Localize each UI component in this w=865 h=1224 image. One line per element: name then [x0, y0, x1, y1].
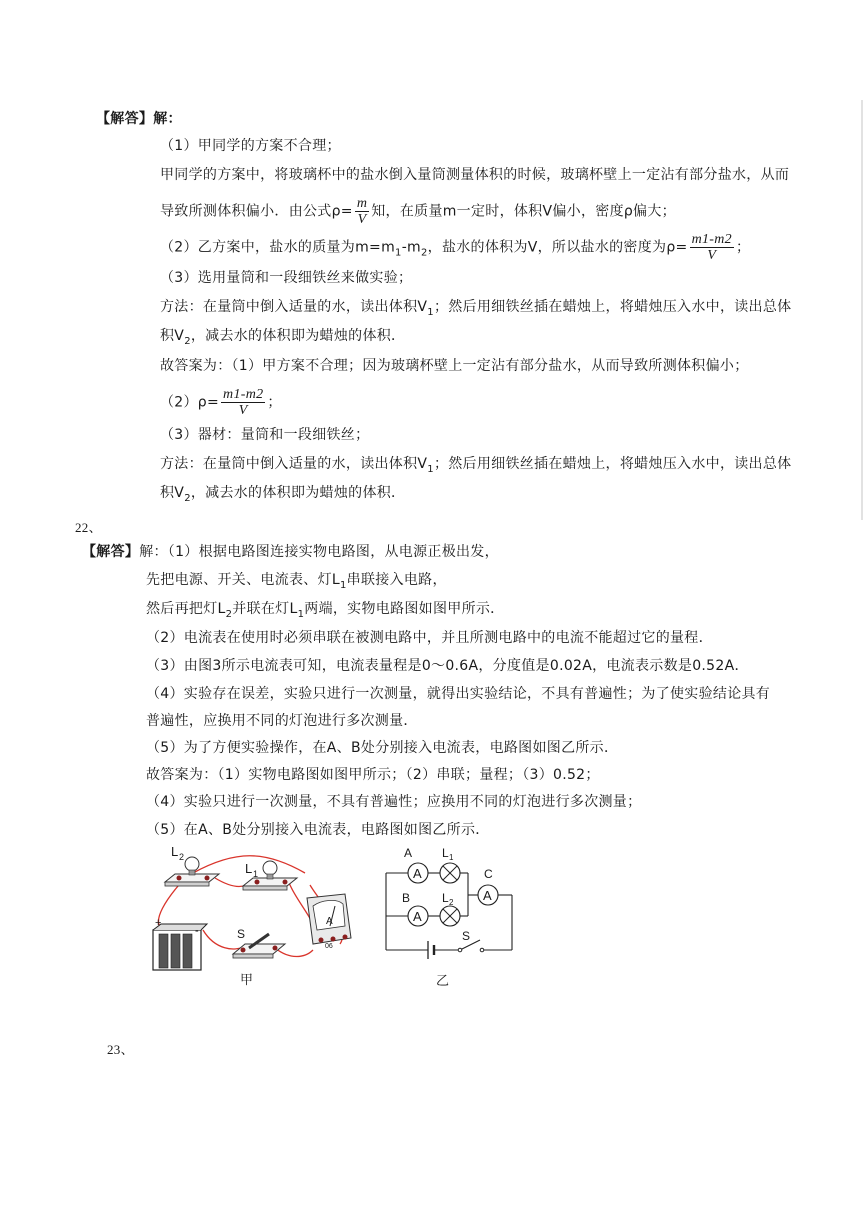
s21-line-4 — [160, 232, 750, 263]
s21-line-6-a: 方法：在量筒中倒入适量的水，读出体积V — [160, 299, 428, 315]
answer-intro: 解： — [153, 111, 182, 127]
s21-line-7-b: ，减去水的体积即为蜡烛的体积． — [190, 328, 406, 344]
density-fraction-1 — [355, 196, 369, 227]
subscript: 1 — [340, 579, 347, 591]
label-l1-sub: 1 — [449, 853, 454, 862]
ammeter-scale: 06 — [325, 943, 333, 950]
s21-line-11 — [160, 454, 791, 480]
answer-tag: 【解答】 — [96, 111, 154, 127]
s22-line-9: 故答案为：（1）实物电路图如图甲所示；（2）串联；量程；（3）0.52； — [146, 767, 600, 783]
meter-b-glyph: A — [413, 909, 422, 924]
circuit-figure-yi — [378, 840, 528, 990]
label-l1: L — [442, 846, 449, 860]
s22-line-5: （3）由图3所示电流表可知，电流表量程是0～0.6A，分度值是0.02A，电流表示数是0.52A． — [146, 658, 749, 674]
s22-line-3 — [146, 599, 504, 625]
battery-pack — [153, 924, 207, 970]
fraction-numerator: m1-m2 — [223, 387, 264, 402]
s21-line-3-b: 知，在质量m一定时，体积V偏小，密度ρ偏大； — [371, 203, 676, 220]
caption-yi: 乙 — [436, 973, 450, 988]
page-edge-shadow — [861, 100, 863, 520]
s22-line-4: （2）电流表在使用时必须串联在被测电路中，并且所测电路中的电流不能超过它的量程． — [146, 630, 713, 646]
s21-line-8: 故答案为：（1）甲方案不合理；因为玻璃杯壁上一定沾有部分盐水，从而导致所测体积偏小； — [160, 358, 749, 374]
s22-line-2-a: 先把电源、开关、电流表、灯L — [146, 572, 340, 588]
fraction-denominator: V — [707, 248, 717, 263]
label-l1: L — [245, 861, 253, 876]
subscript: 2 — [184, 492, 191, 504]
s21-line-4-a: （2）乙方案中，盐水的质量为m=m — [160, 239, 396, 256]
s21-line-6-b: ；然后用细铁丝插在蜡烛上，将蜡烛压入水中，读出总体 — [433, 299, 792, 315]
s21-line-12-b: ，减去水的体积即为蜡烛的体积． — [190, 485, 406, 501]
s21-line-12 — [160, 483, 405, 509]
subscript: 1 — [427, 463, 434, 475]
answer-header-21 — [96, 109, 182, 129]
s21-line-7 — [160, 326, 405, 352]
battery-plus: + — [155, 917, 162, 929]
s21-line-3-a: 导致所测体积偏小．由公式ρ= — [160, 203, 353, 220]
s21-line-4-d: ； — [735, 239, 751, 256]
lamp-l2-symbol — [440, 906, 460, 926]
subscript: 1 — [395, 247, 402, 259]
question-number-23: 23、 — [107, 1042, 134, 1057]
caption-jia: 甲 — [240, 972, 254, 987]
fraction-denominator: V — [357, 212, 367, 227]
s21-line-2: 甲同学的方案中，将玻璃杯中的盐水倒入量筒测量体积的时候，玻璃杯壁上一定沾有部分盐水，从而 — [160, 167, 790, 183]
s22-line-3-a: 然后再把灯L — [146, 601, 226, 617]
label-s: S — [237, 927, 246, 941]
question-number-22: 22、 — [75, 520, 102, 535]
label-l1-sub: 1 — [253, 869, 259, 879]
label-l2-sub: 2 — [179, 852, 185, 862]
s21-line-9-b: ； — [267, 394, 282, 411]
s22-line-8: （5）为了方便实验操作，在A、B处分别接入电流表，电路图如图乙所示． — [146, 740, 619, 756]
label-l2: L — [442, 891, 449, 905]
label-b: B — [402, 891, 411, 905]
label-l2: L — [171, 844, 179, 859]
battery-minus: - — [195, 925, 199, 937]
s21-line-9-a: （2）ρ= — [160, 394, 220, 411]
subscript: 2 — [225, 608, 233, 620]
s22-line-1 — [82, 542, 499, 562]
s21-line-4-b: -m — [401, 239, 421, 256]
s22-line-10: （4）实验只进行一次测量，不具有普遍性；应换用不同的灯泡进行多次测量； — [146, 794, 642, 810]
s21-line-12-a: 积V — [160, 485, 185, 501]
s21-line-7-a: 积V — [160, 328, 185, 344]
s22-line-3-b: 并联在灯L — [232, 601, 298, 617]
label-l2-sub: 2 — [449, 898, 454, 907]
s22-line-3-c: 两端，实物电路图如图甲所示． — [304, 601, 505, 617]
density-fraction-3 — [221, 387, 265, 418]
subscript: 1 — [427, 306, 434, 318]
fraction-numerator: m — [356, 196, 368, 211]
s21-line-5: （3）选用量筒和一段细铁丝来做实验； — [160, 270, 413, 286]
s21-line-1: （1）甲同学的方案不合理； — [160, 138, 341, 154]
s21-line-11-a: 方法：在量筒中倒入适量的水，读出体积V — [160, 456, 428, 472]
subscript: 2 — [420, 247, 428, 259]
subscript: 1 — [297, 608, 305, 620]
circuit-figure-jia — [145, 840, 365, 988]
fraction-denominator: V — [238, 403, 248, 418]
s21-line-9 — [160, 387, 282, 418]
s21-line-6 — [160, 297, 791, 323]
fraction-numerator: m1-m2 — [691, 232, 732, 247]
s22-line-2-b: 串联接入电路， — [346, 572, 447, 588]
bulb-l2 — [165, 857, 219, 886]
subscript: 2 — [184, 335, 191, 347]
s21-line-10: （3）器材：量筒和一段细铁丝； — [160, 427, 370, 443]
label-c: C — [484, 867, 493, 881]
density-fraction-2 — [690, 232, 734, 263]
s22-line-2 — [146, 570, 447, 596]
ammeter-a: A — [326, 916, 333, 927]
meter-a-glyph: A — [413, 866, 422, 881]
s22-line-7: 普遍性，应换用不同的灯泡进行多次测量． — [146, 713, 418, 729]
label-s: S — [462, 929, 471, 943]
lamp-l1-symbol — [440, 863, 460, 883]
label-a: A — [404, 846, 413, 860]
s21-line-3 — [160, 196, 676, 227]
meter-c-glyph: A — [483, 888, 492, 903]
s22-line-11: （5）在A、B处分别接入电流表，电路图如图乙所示． — [146, 822, 490, 838]
s22-line-6: （4）实验存在误差，实验只进行一次测量，就得出实验结论，不具有普遍性；为了使实验结论具有 — [146, 686, 771, 702]
s22-line-1-text: 解：（1）根据电路图连接实物电路图，从电源正极出发， — [139, 544, 499, 560]
answer-tag: 【解答】 — [82, 544, 140, 560]
s21-line-4-c: ，盐水的体积为V，所以盐水的密度为ρ= — [427, 239, 688, 256]
s21-line-11-b: ；然后用细铁丝插在蜡烛上，将蜡烛压入水中，读出总体 — [433, 456, 792, 472]
